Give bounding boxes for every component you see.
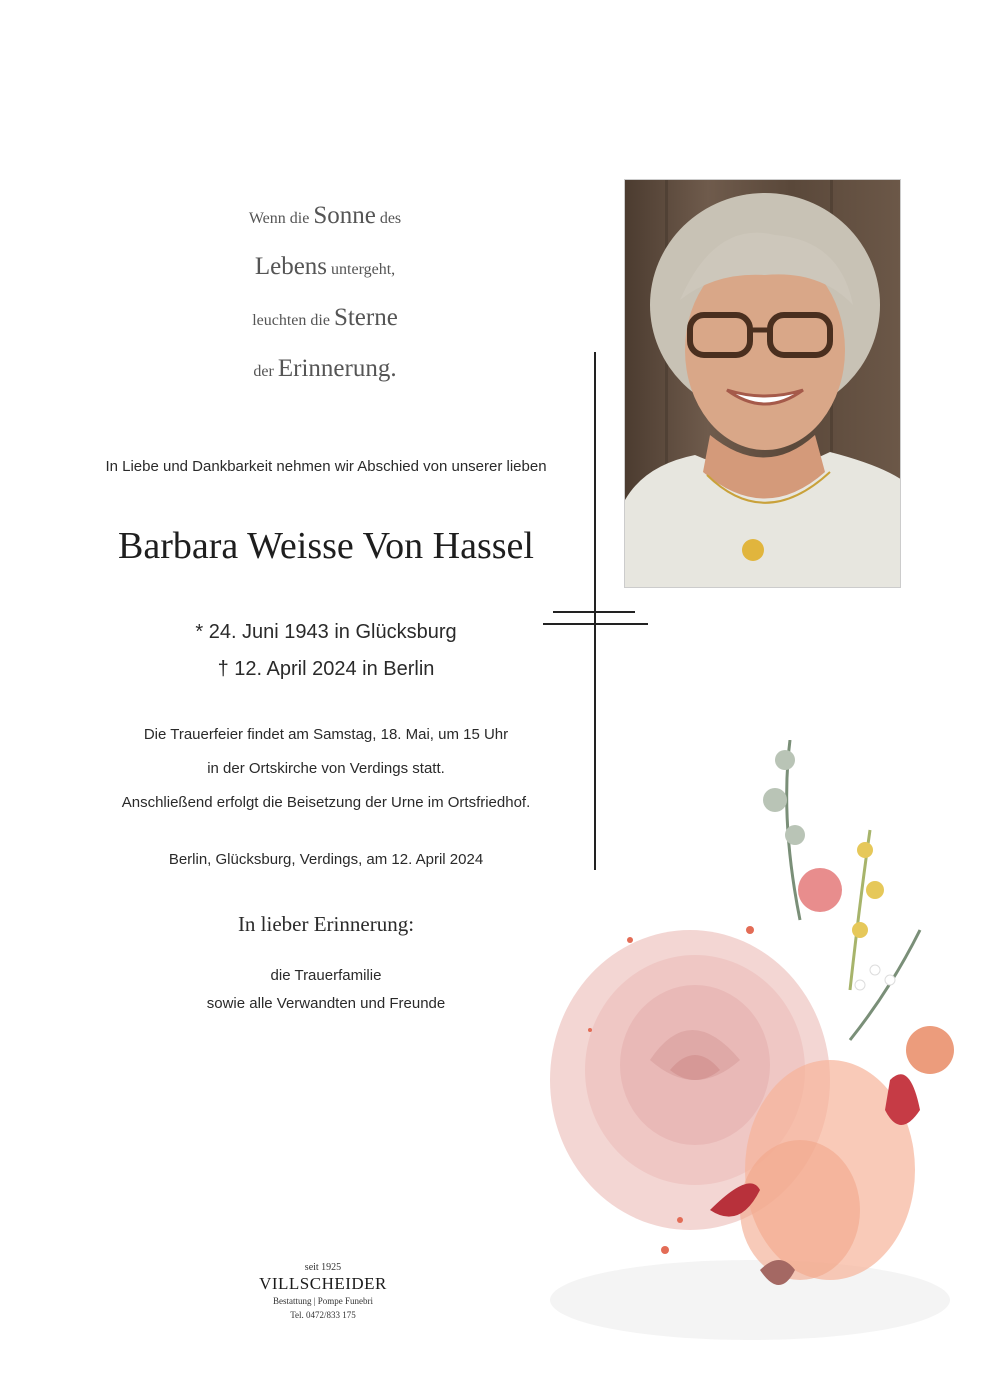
poem-line-4 — [180, 343, 470, 394]
cross-bar-upper — [553, 611, 635, 613]
service-info — [80, 718, 572, 820]
poem-line-2 — [180, 241, 470, 292]
poem-text: leuchten die — [252, 312, 330, 329]
poem-text: Wenn die — [248, 210, 310, 227]
death-date: † 12. April 2024 in Berlin — [217, 658, 435, 680]
family-line: sowie alle Verwandten und Freunde — [206, 995, 446, 1012]
poem-line-1 — [180, 190, 470, 241]
life-dates — [120, 614, 532, 688]
intro-text: In Liebe und Dankbarkeit nehmen wir Abschied von unserer lieben — [105, 458, 547, 475]
poem-text: Lebens — [254, 253, 328, 280]
place-date: Berlin, Glücksburg, Verdings, am 12. April 2024 — [168, 851, 484, 868]
service-line: Anschließend erfolgt die Beisetzung der Urne im Ortsfriedhof. — [121, 794, 531, 811]
service-line: in der Ortskirche von Verdings statt. — [207, 760, 445, 777]
birth-date: * 24. Juni 1943 in Glücksburg — [195, 621, 457, 643]
poem-text: untergeht, — [331, 261, 396, 278]
rose-flowers-decoration — [530, 740, 982, 1360]
poem-text: des — [379, 210, 402, 227]
poem — [180, 190, 470, 394]
logo-brand: VILLSCHEIDER — [259, 1274, 387, 1293]
deceased-name: Barbara Weisse Von Hassel — [118, 525, 534, 567]
poem-text: Sonne — [313, 202, 376, 229]
funeral-home-logo — [250, 1262, 396, 1320]
cross-bar-lower — [543, 623, 648, 625]
logo-phone: Tel. 0472/833 175 — [290, 1310, 356, 1320]
poem-text: Erinnerung. — [277, 355, 397, 382]
poem-line-3 — [180, 292, 470, 343]
portrait-illustration — [625, 180, 901, 588]
service-line: Die Trauerfeier findet am Samstag, 18. Mai, um 15 Uhr — [143, 726, 509, 743]
family-signature — [130, 962, 522, 1018]
poem-text: Sterne — [333, 304, 398, 331]
poem-text: der — [253, 363, 274, 380]
family-line: die Trauerfamilie — [270, 967, 382, 984]
memory-heading: In lieber Erinnerung: — [237, 912, 415, 936]
logo-subtitle: Bestattung | Pompe Funebri — [272, 1296, 374, 1306]
portrait-photo — [624, 179, 901, 588]
logo-since: seit 1925 — [304, 1262, 342, 1273]
